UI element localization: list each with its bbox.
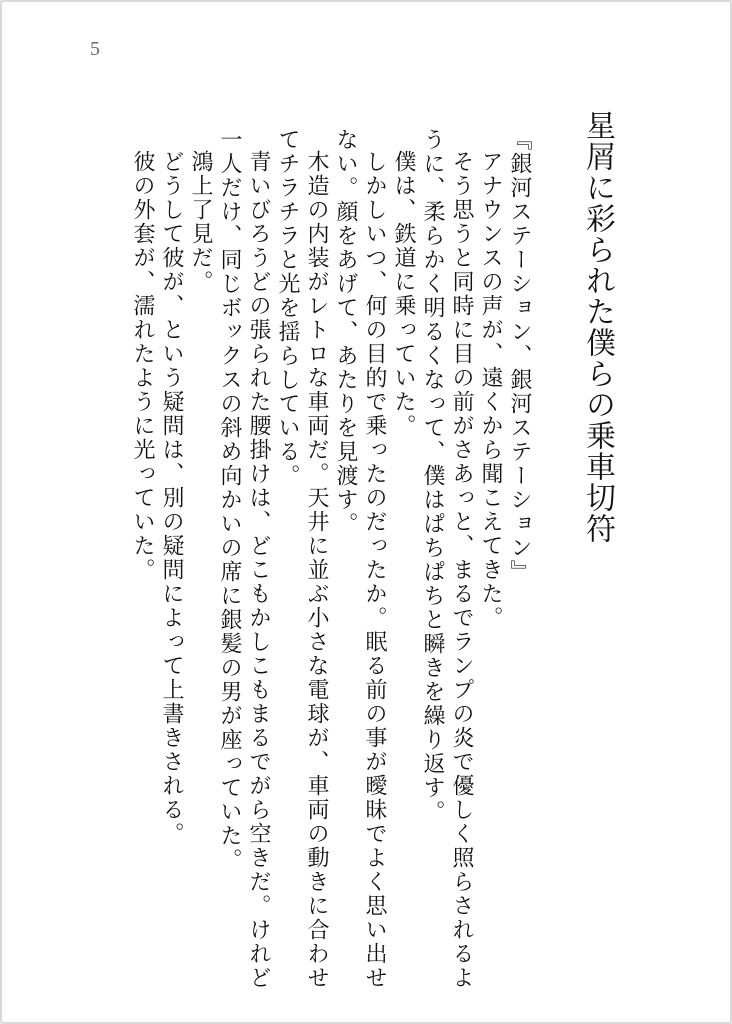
paragraph: 鴻上了見だ。 [188,150,213,294]
vertical-text-area [56,110,616,1010]
paragraph: 青いびろうどの張られた腰掛けは、どこもかしこもまるでがら空きだ。けれど一人だけ、同じボックスの斜め向かいの席に銀髪の男が座っていた。 [217,128,271,990]
paragraph: どうして彼が、という疑問は、別の疑問によって上書きされる。 [159,150,184,846]
body-text [128,128,534,1008]
paragraph: 木造の内装がレトロな車両だ。天井に並ぶ小さな電球が、車両の動きに合わせてチラチラと光を揺らしている。 [275,128,329,990]
paragraph: そう思うと同時に目の前がさあっと、まるでランプの炎で優しく照らされるように、柔らかく明るくなって、僕はぱちぱちと瞬きを繰り返す。 [420,128,474,990]
paragraph: アナウンスの声が、遠くから聞こえてきた。 [478,150,503,630]
paragraph: しかしいつ、何の目的で乗ったのだったか。眠る前の事が曖昧でよく思い出せない。顔をあげて、あたりを見渡す。 [333,128,387,990]
page-number: 5 [90,38,100,60]
paragraph: 僕は、鉄道に乗っていた。 [391,150,416,438]
paragraph: 『銀河ステーション、銀河ステーション』 [507,128,532,584]
paragraph: 彼の外套が、濡れたように光っていた。 [130,150,155,582]
chapter-title: 星屑に彩られた僕らの乗車切符 [580,110,615,544]
